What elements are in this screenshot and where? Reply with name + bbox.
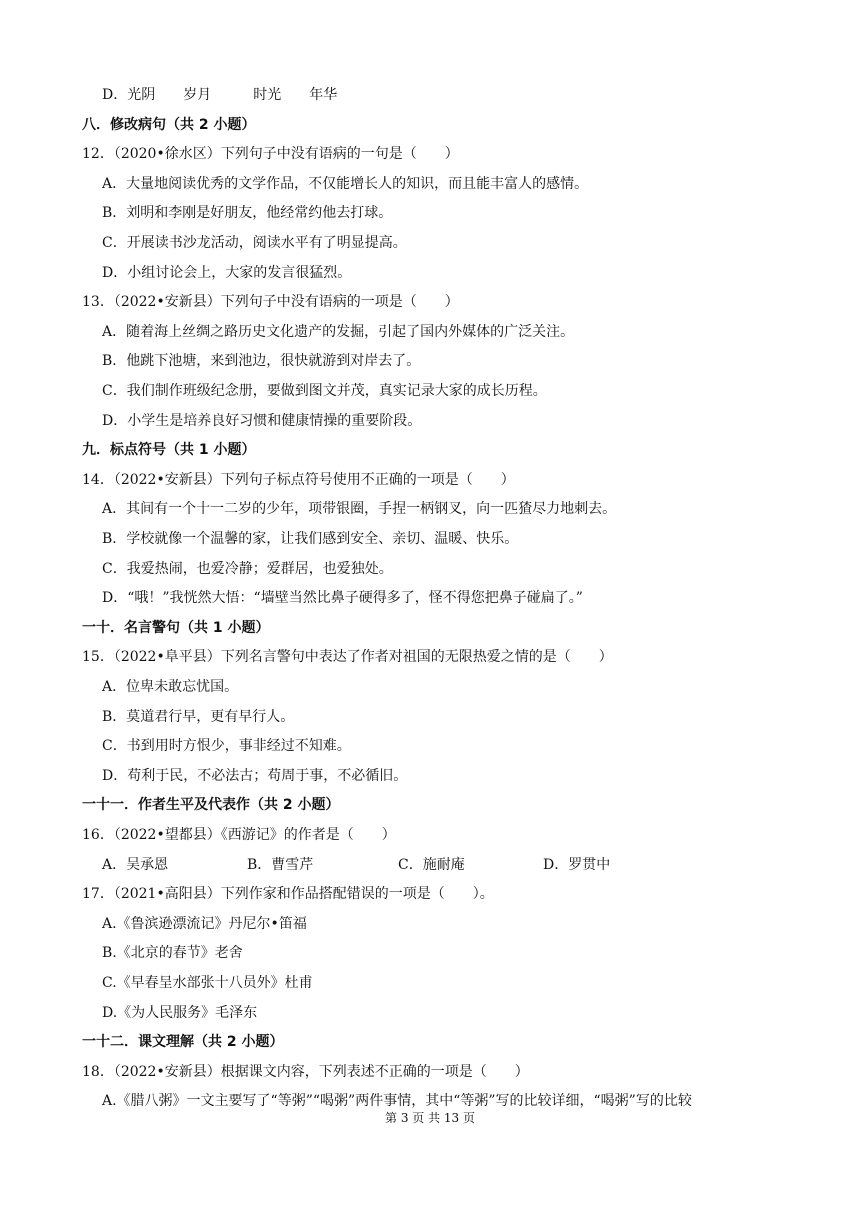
answer-option: B.《北京的春节》老舍 <box>102 945 243 961</box>
answer-option: D．小组讨论会上，大家的发言很猛烈。 <box>102 265 352 281</box>
question-stem: 14．（2022•安新县）下列句子标点符号使用不正确的一项是（ ） <box>82 472 515 488</box>
answer-option: C.《早春呈水部张十八员外》杜甫 <box>102 975 313 991</box>
q16-option: A．吴承恩 <box>102 857 169 873</box>
q16-option: D．罗贯中 <box>543 857 611 873</box>
answer-option: A．位卑未敢忘忧国。 <box>102 679 239 695</box>
answer-option: B．学校就像一个温馨的家，让我们感到安全、亲切、温暖、快乐。 <box>102 531 519 547</box>
section-heading: 八．修改病句（共 2 小题） <box>82 117 256 133</box>
answer-option: D．苟利于民，不必法古；苟周于事，不必循旧。 <box>102 768 408 784</box>
answer-option: D．光阴 岁月 时光 年华 <box>102 87 338 103</box>
answer-option: A.《鲁滨逊漂流记》丹尼尔•笛福 <box>102 916 307 932</box>
q16-option: B．曹雪芹 <box>247 857 314 873</box>
question-stem: 15．（2022•阜平县）下列名言警句中表达了作者对祖国的无限热爱之情的是（ ） <box>82 649 613 665</box>
question-stem: 17．（2021•高阳县）下列作家和作品搭配错误的一项是（ ）。 <box>82 886 494 902</box>
section-heading: 一十．名言警句（共 1 小题） <box>82 620 270 636</box>
answer-option: C．开展读书沙龙活动，阅读水平有了明显提高。 <box>102 235 407 251</box>
answer-option: C．书到用时方恨少，事非经过不知难。 <box>102 738 351 754</box>
answer-option: B．刘明和李刚是好朋友，他经常约他去打球。 <box>102 205 393 221</box>
answer-option: B．他跳下池塘，来到池边，很快就游到对岸去了。 <box>102 353 421 369</box>
section-heading: 一十二．课文理解（共 2 小题） <box>82 1034 284 1050</box>
question-stem: 18．（2022•安新县）根据课文内容，下列表述不正确的一项是（ ） <box>82 1064 529 1080</box>
answer-option: A．其间有一个十一二岁的少年，项带银圈，手捏一柄钢叉，向一匹猹尽力地刺去。 <box>102 501 617 517</box>
answer-option: D.《为人民服务》毛泽东 <box>102 1005 258 1021</box>
answer-option: A.《腊八粥》一文主要写了“等粥”“喝粥”两件事情，其中“等粥”写的比较详细，“喝粥”写的比较 <box>102 1093 692 1109</box>
answer-option: A．大量地阅读优秀的文学作品，不仅能增长人的知识，而且能丰富人的感情。 <box>102 176 589 192</box>
question-stem: 12．（2020•徐水区）下列句子中没有语病的一句是（ ） <box>82 146 459 162</box>
section-heading: 九．标点符号（共 1 小题） <box>82 442 256 458</box>
answer-option: C．我们制作班级纪念册，要做到图文并茂，真实记录大家的成长历程。 <box>102 383 547 399</box>
answer-option: D．“哦！”我恍然大悟：“墙壁当然比鼻子硬得多了，怪不得您把鼻子碰扁了。” <box>102 590 583 606</box>
question-stem: 13．（2022•安新县）下列句子中没有语病的一项是（ ） <box>82 294 459 310</box>
answer-option: C．我爱热闹，也爱冷静；爱群居，也爱独处。 <box>102 561 393 577</box>
answer-option: D．小学生是培养良好习惯和健康情操的重要阶段。 <box>102 413 422 429</box>
page-footer: 第 3 页 共 13 页 <box>385 1111 475 1125</box>
q16-option: C．施耐庵 <box>398 857 465 873</box>
question-stem: 16．（2022•望都县）《西游记》的作者是（ ） <box>82 827 396 843</box>
answer-option: B．莫道君行早，更有早行人。 <box>102 709 295 725</box>
section-heading: 一十一．作者生平及代表作（共 2 小题） <box>82 797 340 813</box>
answer-option: A．随着海上丝绸之路历史文化遗产的发掘，引起了国内外媒体的广泛关注。 <box>102 324 575 340</box>
